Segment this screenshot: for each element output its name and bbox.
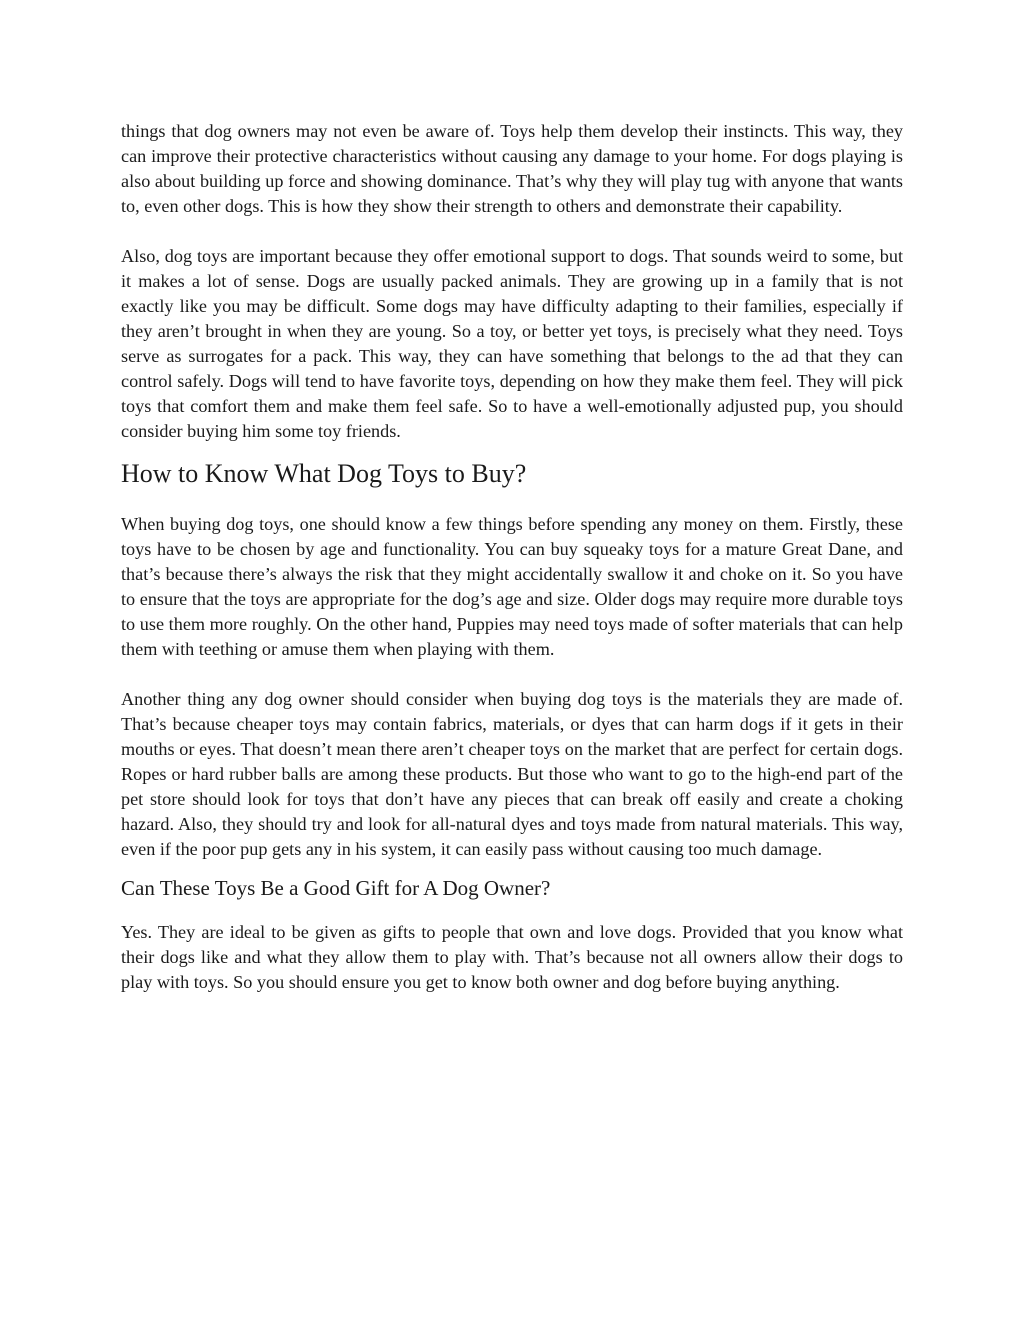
paragraph-age-functionality: When buying dog toys, one should know a few things before spending any money on them. Firstly, these toys have to be chosen by age and functionality. You can buy squeaky toys for a mature Great Dane, and that’s because there’s always the risk that they might accidentally swallow it and choke on it. So you have to ensure that the toys are appropriate for the dog’s age and size. Older dogs may require more durable toys to use them more roughly. On the other hand, Puppies may need toys made of softer materials that can help them with teething or amuse them when playing with them. (121, 514, 903, 659)
paragraph-materials: Another thing any dog owner should consider when buying dog toys is the materials they are made of. That’s because cheaper toys may contain fabrics, materials, or dyes that can harm dogs if it gets in their mouths or eyes. That doesn’t mean there aren’t cheaper toys on the market that are perfect for certain dogs. Ropes or hard rubber balls are among these products. But those who want to go to the high-end part of the pet store should look for toys that don’t have any pieces that can break off easily and create a choking hazard. Also, they should try and look for all-natural dyes and toys made from natural materials. This way, even if the poor pup gets any in his system, it can easily pass without causing too much damage. (121, 689, 903, 859)
paragraph-emotional-support: Also, dog toys are important because they offer emotional support to dogs. That sounds weird to some, but it makes a lot of sense. Dogs are usually packed animals. They are growing up in a family that is not exactly like you may be difficult. Some dogs may have difficulty adapting to their families, especially if they aren’t brought in when they are young. So a toy, or better yet toys, is precisely what they need. Toys serve as surrogates for a pack. This way, they can have something that belongs to the ad that they can control safely. Dogs will tend to have favorite toys, depending on how they make them feel. They will pick toys that comfort them and make them feel safe. So to have a well-emotionally adjusted pup, you should consider buying him some toy friends. (121, 246, 903, 441)
paragraph-gap (121, 219, 903, 244)
paragraph-instincts: things that dog owners may not even be aware of. Toys help them develop their instincts. This way, they can improve their protective characteristics without causing any damage to your home. For dogs playing is also about building up force and showing dominance. That’s why they will play tug with anyone that wants to, even other dogs. This is how they show their strength to others and demonstrate their capability. (121, 121, 903, 216)
heading-gift: Can These Toys Be a Good Gift for A Dog Owner? (121, 876, 551, 900)
document-page (121, 119, 903, 995)
paragraph-gift-answer: Yes. They are ideal to be given as gifts to people that own and love dogs. Provided that you know what their dogs like and what they allow them to play with. That’s because not all owners allow their dogs to play with toys. So you should ensure you get to know both owner and dog before buying anything. (121, 922, 903, 992)
paragraph-gap (121, 662, 903, 687)
heading-what-to-buy: How to Know What Dog Toys to Buy? (121, 459, 527, 488)
